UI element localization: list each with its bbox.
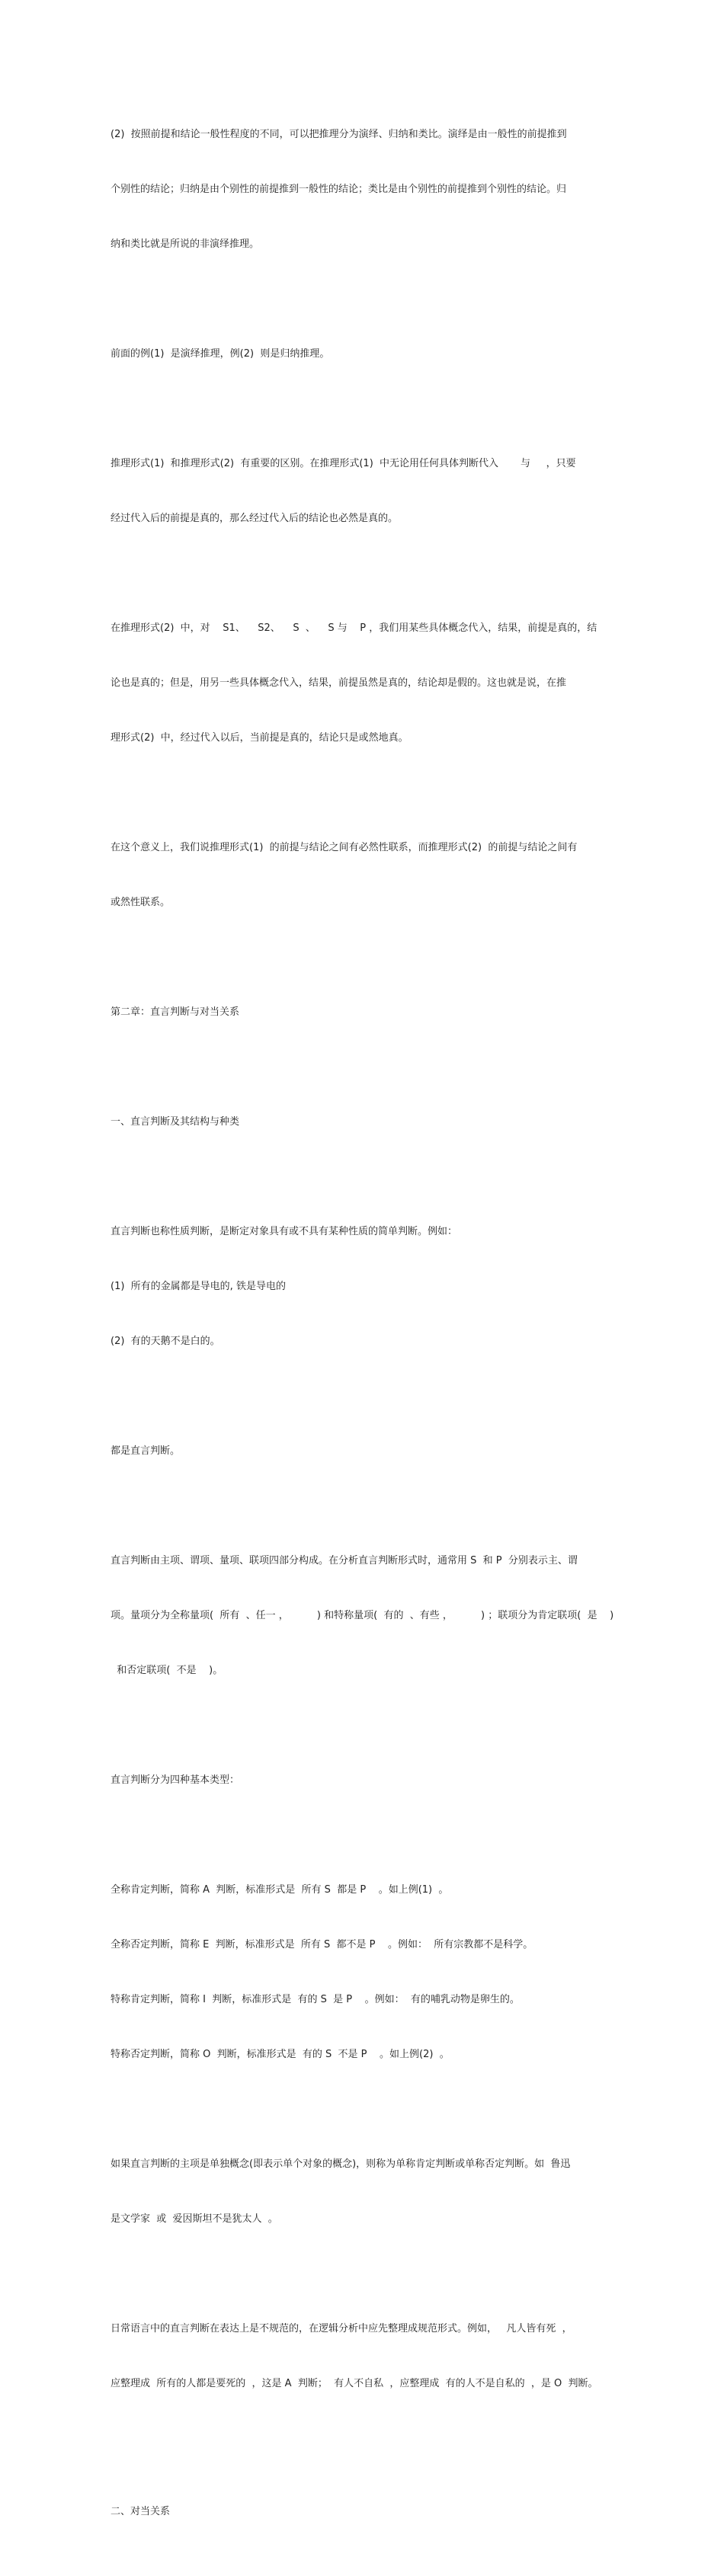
paragraph-form-two bbox=[111, 583, 621, 784]
text-line: (1) 所有的金属都是导电的, 铁是导电的 bbox=[111, 1281, 286, 1292]
text-line: 前面的例(1) 是演绎推理，例(2) 则是归纳推理。 bbox=[111, 348, 330, 360]
text-line: 是文学家 或 爱因斯坦不是犹太人 。 bbox=[111, 2213, 278, 2225]
section-heading-opposition bbox=[111, 2466, 621, 2558]
text-line: 直言判断由主项、谓项、量项、联项四部分构成。在分析直言判断形式时，通常用 S 和 P 分别表示主、谓 bbox=[111, 1555, 578, 1566]
text-line: 应整理成 所有的人都是要死的 ，这是 A 判断； 有人不自私 ，应整理成 有的人不是自私的 ，是 O 判断。 bbox=[111, 2378, 598, 2389]
spacer bbox=[111, 2448, 621, 2466]
paragraph-categorical-definition bbox=[111, 1186, 621, 1387]
paragraph-singular bbox=[111, 2119, 621, 2265]
paragraph-all-categorical bbox=[111, 1406, 621, 1497]
section-title: 一、直言判断及其结构与种类 bbox=[111, 1116, 240, 1128]
text-line: 在这个意义上，我们说推理形式(1) 的前提与结论之间有必然性联系，而推理形式(2) 的前提与结论之间有 bbox=[111, 842, 578, 853]
paragraph-four-types-intro bbox=[111, 1735, 621, 1826]
text-line: 如果直言判断的主项是单独概念(即表示单个对象的概念)，则称为单称肯定判断或单称否定判断。如 鲁迅 bbox=[111, 2158, 571, 2170]
text-line: 个别性的结论；归纳是由个别性的前提推到一般性的结论；类比是由个别性的前提推到个别性的结论。归 bbox=[111, 184, 567, 195]
text-line: 推理形式(1) 和推理形式(2) 有重要的区别。在推理形式(1) 中无论用任何具体判断代入 与 ，只要 bbox=[111, 458, 576, 469]
text-line: (2) 有的天鹅不是白的。 bbox=[111, 1336, 220, 1347]
paragraph-inference-types bbox=[111, 89, 621, 290]
text-line: 理形式(2) 中，经过代入以后，当前提是真的，结论只是或然地真。 bbox=[111, 732, 408, 744]
paragraph-examples bbox=[111, 309, 621, 400]
chapter-title: 第二章：直言判断与对当关系 bbox=[111, 1006, 240, 1018]
paragraph-necessity bbox=[111, 802, 621, 949]
paragraph-normalization bbox=[111, 2283, 621, 2430]
list-item: 特称否定判断，简称 O 判断，标准形式是 有的 S 不是 P 。如上例(2) 。 bbox=[111, 2049, 450, 2060]
text-line: 项。量项分为全称量项( 所有 、任一 ， ) 和特称量项( 有的 、有些 ， ) ；联项分为肯定联项( 是 ) bbox=[111, 1610, 614, 1621]
text-line: 或然性联系。 bbox=[111, 897, 171, 908]
text-line: (2) 按照前提和结论一般性程度的不同，可以把推理分为演绎、归纳和类比。演绎是由一般性的前提推到 bbox=[111, 129, 567, 140]
document-page bbox=[111, 89, 621, 2576]
text-line: 都是直言判断。 bbox=[111, 1445, 181, 1457]
section-heading bbox=[111, 1077, 621, 1168]
text-line: 日常语言中的直言判断在表达上是不规范的，在逻辑分析中应先整理成规范形式。例如， 凡人皆有死 ， bbox=[111, 2323, 572, 2334]
text-line: 论也是真的；但是，用另一些具体概念代入，结果，前提虽然是真的，结论却是假的。这也就是说，在推 bbox=[111, 677, 567, 689]
text-line: 和否定联项( 不是 )。 bbox=[111, 1665, 223, 1676]
chapter-heading bbox=[111, 967, 621, 1058]
paragraph-structure bbox=[111, 1515, 621, 1717]
paragraph-four-types-list bbox=[111, 1845, 621, 2101]
text-line: 纳和类比就是所说的非演绎推理。 bbox=[111, 238, 260, 250]
text-line: 经过代入后的前提是真的，那么经过代入后的结论也必然是真的。 bbox=[111, 513, 399, 524]
paragraph-form-difference bbox=[111, 418, 621, 565]
section-title: 二、对当关系 bbox=[111, 2506, 171, 2517]
text-line: 直言判断分为四种基本类型： bbox=[111, 1774, 240, 1786]
list-item: 全称否定判断，简称 E 判断，标准形式是 所有 S 都不是 P 。例如： 所有宗教都不是科学。 bbox=[111, 1939, 533, 1950]
text-line: 直言判断也称性质判断，是断定对象具有或不具有某种性质的简单判断。例如： bbox=[111, 1226, 458, 1237]
list-item: 特称肯定判断，简称 I 判断，标准形式是 有的 S 是 P 。例如： 有的哺乳动物是卵生的。 bbox=[111, 1994, 520, 2005]
text-line: 在推理形式(2) 中，对 S1、 S2、 S 、 S 与 P ，我们用某些具体概念代入，结果，前提是真的，结 bbox=[111, 622, 597, 634]
list-item: 全称肯定判断，简称 A 判断，标准形式是 所有 S 都是 P 。如上例(1) 。 bbox=[111, 1884, 449, 1896]
